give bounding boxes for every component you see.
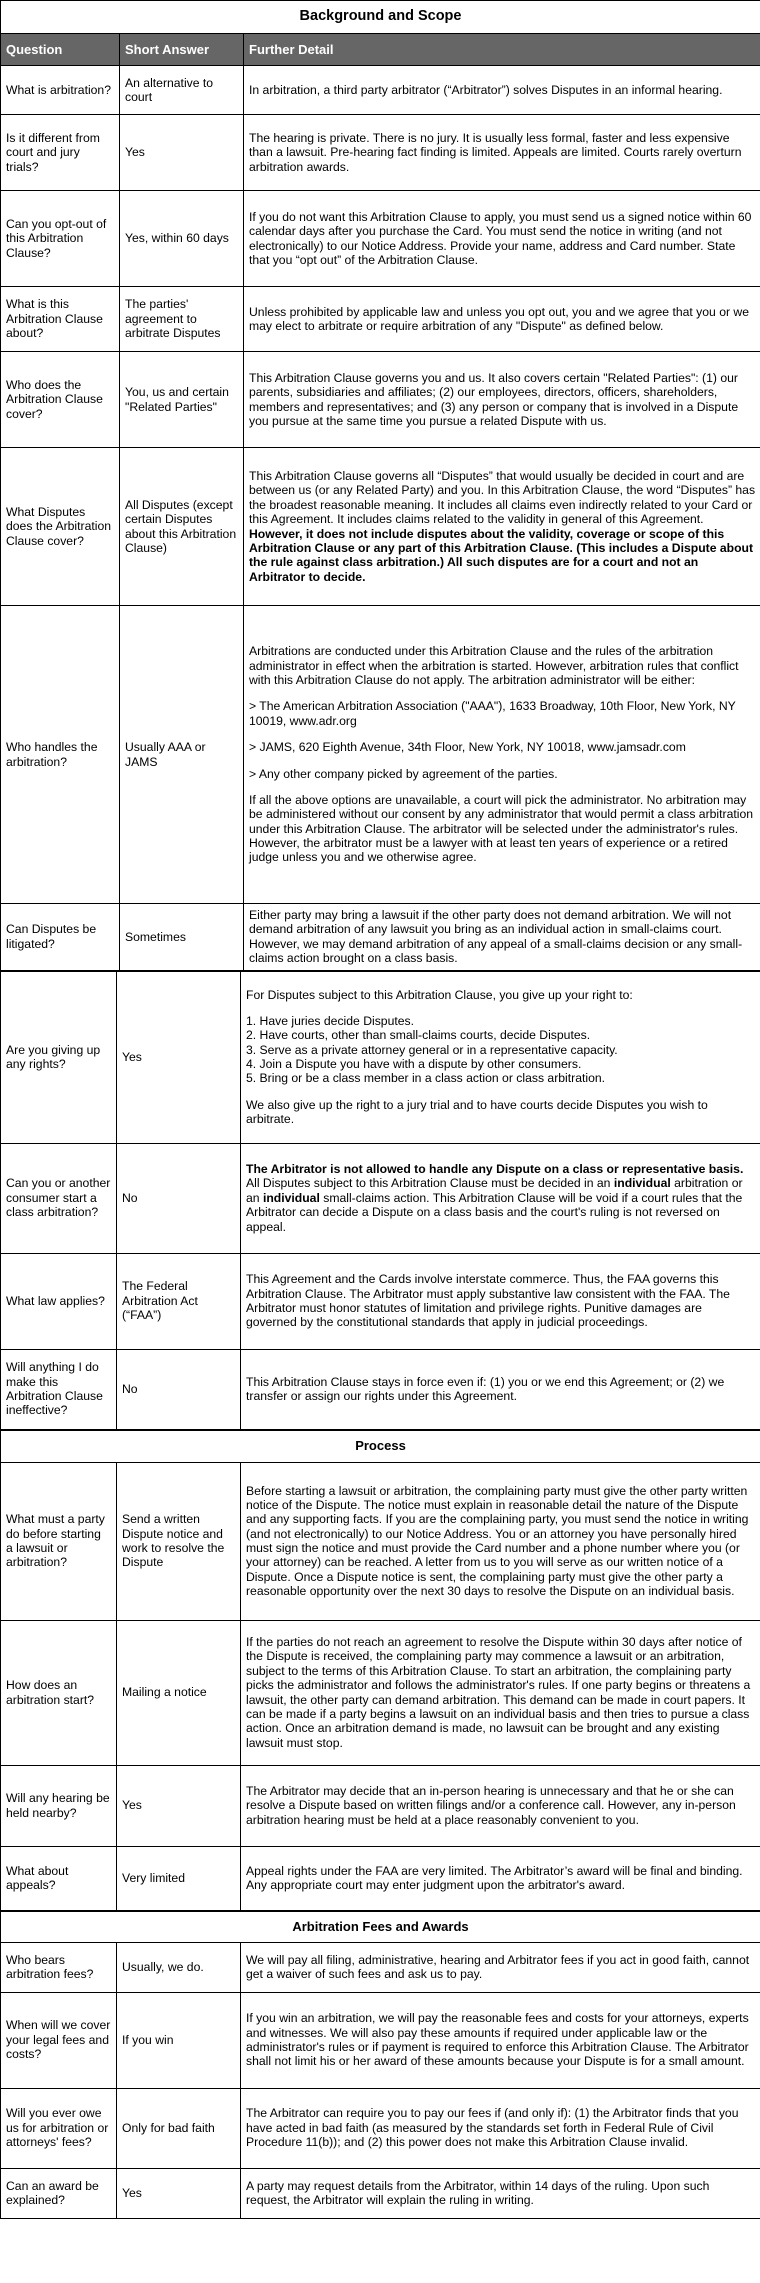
question-cell: What is this Arbitration Clause about?: [1, 287, 120, 352]
list-item: 3. Serve as a private attorney general or in a representative capacity.: [246, 1042, 618, 1057]
detail-paragraph: For Disputes subject to this Arbitration Clause, you give up your right to:: [246, 987, 633, 1002]
detail-paragraph: Arbitrations are conducted under this Arbitration Clause and the rules of the arbitration administrator in effect when the arbitration is started. However, arbitration rules that conflict with this Arbitration Clause do not apply. The arbitration administrator will be either:: [249, 644, 739, 687]
detail-text: All Disputes subject to this Arbitration Clause must be decided in an: [246, 1176, 614, 1191]
short-answer-cell: An alternative to court: [120, 66, 244, 115]
table-row: [1, 1846, 760, 1910]
detail-cell: Before starting a lawsuit or arbitration, the complaining party must give the other party written notice of the Dispute. The notice must explain in reasonable detail the nature of the Dispute and any supporting facts. If you are the complaining party, you must send the notice in writing (and not electronically) to our Notice Address. You or an attorney you have personally hired must sign the notice and must provide the Card number and a phone number where you (or your attorney) can be reached. A letter from us to you will serve as our written notice of a Dispute. Once a Dispute notice is sent, the complaining party must give the other party a reasonable opportunity over the next 30 days to resolve the Dispute on an individual basis.: [241, 1462, 760, 1620]
detail-cell: This Arbitration Clause governs you and us. It also covers certain "Related Parties": (1) our parents, subsidiaries and affiliates; (2) our employees, directors, officers, shareholders, members and representatives; and (3) any person or company that is involved in a Dispute you pursue at the same time you pursue a related Dispute with us.: [244, 352, 760, 448]
table-row: [1, 1349, 760, 1429]
table-row: [1, 1942, 760, 1992]
detail-cell: Appeal rights under the FAA are very limited. The Arbitrator’s award will be final and binding. Any appropriate court may enter judgment upon the arbitrator's award.: [241, 1846, 760, 1910]
rights-list: [246, 1014, 755, 1086]
background-table: [0, 0, 760, 971]
table-row: [1, 191, 760, 287]
detail-cell: In arbitration, a third party arbitrator (“Arbitrator”) solves Disputes in an informal hearing.: [244, 66, 760, 115]
detail-paragraph: > Any other company picked by agreement of the parties.: [249, 766, 558, 781]
short-answer-cell: The parties' agreement to arbitrate Disputes: [120, 287, 244, 352]
detail-bold-text: The Arbitrator is not allowed to handle any Dispute on a class or representative basis.: [246, 1162, 744, 1177]
detail-text: small-claims action. This Arbitration Clause will be void if a court rules that the Arbitrator can decide a Dispute on a class basis and the court's ruling is not reversed on appeal.: [246, 1190, 743, 1234]
question-cell: What about appeals?: [1, 1846, 117, 1910]
short-answer-cell: Yes: [120, 115, 244, 191]
detail-bold-text: individual: [262, 1190, 320, 1205]
question-cell: How does an arbitration start?: [1, 1620, 117, 1765]
short-answer-cell: All Disputes (except certain Disputes about this Arbitration Clause): [120, 448, 244, 606]
short-answer-cell: You, us and certain "Related Parties": [120, 352, 244, 448]
rights-table: [0, 971, 760, 1430]
table-row: [1, 1253, 760, 1349]
detail-cell: The hearing is private. There is no jury. It is usually less formal, faster and less expensive than a lawsuit. Pre-hearing fact finding is limited. Appeals are limited. Courts rarely overturn arbitration awards.: [244, 115, 760, 191]
question-cell: Can an award be explained?: [1, 2168, 117, 2218]
question-cell: What is arbitration?: [1, 66, 120, 115]
question-cell: Are you giving up any rights?: [1, 971, 117, 1143]
short-answer-cell: Usually AAA or JAMS: [120, 606, 244, 904]
question-cell: Who does the Arbitration Clause cover?: [1, 352, 120, 448]
section-title-process: Process: [1, 1430, 760, 1462]
detail-cell: [244, 606, 760, 904]
list-item: 4. Join a Dispute you have with a dispute by other consumers.: [246, 1057, 582, 1072]
header-further-detail: Further Detail: [244, 34, 760, 66]
question-cell: When will we cover your legal fees and costs?: [1, 1992, 117, 2088]
detail-text: This Arbitration Clause governs all “Disputes” that would usually be decided in court and are between us (or any Related Party) and you. In this Arbitration Clause, the word “Disputes” has the broadest reasonable meaning. It includes all claims even indirectly related to your Card or this Agreement. It includes claims related to the validity in general of this Agreement.: [249, 468, 756, 527]
table-row: [1, 1462, 760, 1620]
question-cell: What Disputes does the Arbitration Clause cover?: [1, 448, 120, 606]
short-answer-cell: Yes, within 60 days: [120, 191, 244, 287]
short-answer-cell: Yes: [117, 1765, 241, 1846]
question-cell: Can Disputes be litigated?: [1, 904, 120, 971]
table-row: [1, 606, 760, 904]
list-item: 5. Bring or be a class member in a class action or class arbitration.: [246, 1071, 606, 1086]
short-answer-cell: Yes: [117, 2168, 241, 2218]
short-answer-cell: Very limited: [117, 1846, 241, 1910]
detail-cell: A party may request details from the Arbitrator, within 14 days of the ruling. Upon such request, the Arbitrator will explain the ruling in writing.: [241, 2168, 760, 2218]
short-answer-cell: Only for bad faith: [117, 2088, 241, 2168]
process-table: [0, 1430, 760, 1911]
list-item: 1. Have juries decide Disputes.: [246, 1013, 415, 1028]
table-row: [1, 2088, 760, 2168]
short-answer-cell: Yes: [117, 971, 241, 1143]
question-cell: Will any hearing be held nearby?: [1, 1765, 117, 1846]
detail-bold-text: However, it does not include disputes about the validity, coverage or scope of this Arbitration Clause or any part of this Arbitration Clause. (This includes a Dispute about the rule against class arbitration.) All such disputes are for a court and not an Arbitrator to decide.: [249, 526, 754, 584]
header-short-answer: Short Answer: [120, 34, 244, 66]
header-question: Question: [1, 34, 120, 66]
table-row: [1, 1620, 760, 1765]
detail-cell: This Agreement and the Cards involve interstate commerce. Thus, the FAA governs this Arbitration Clause. The Arbitrator must apply substantive law consistent with the FAA. The Arbitrator must honor statutes of limitation and privilege rights. Punitive damages are governed by the constitutional standards that apply in judicial proceedings.: [241, 1253, 760, 1349]
section-title-background: Background and Scope: [1, 1, 760, 34]
detail-text: arbitration or an: [246, 1176, 743, 1205]
short-answer-cell: Mailing a notice: [117, 1620, 241, 1765]
short-answer-cell: Send a written Dispute notice and work to resolve the Dispute: [117, 1462, 241, 1620]
table-row: [1, 115, 760, 191]
detail-cell: The Arbitrator may decide that an in-person hearing is unnecessary and that he or she can resolve a Dispute based on written filings and/or a conference call. However, any in-person arbitration hearing must be held at a place reasonably convenient to you.: [241, 1765, 760, 1846]
table-row: [1, 1143, 760, 1253]
question-cell: Will anything I do make this Arbitration Clause ineffective?: [1, 1349, 117, 1429]
detail-paragraph: > JAMS, 620 Eighth Avenue, 34th Floor, New York, NY 10018, www.jamsadr.com: [249, 740, 686, 755]
fees-table: [0, 1911, 760, 2219]
detail-bold-text: individual: [613, 1176, 671, 1191]
detail-cell: [244, 448, 760, 606]
short-answer-cell: If you win: [117, 1992, 241, 2088]
detail-cell: If you do not want this Arbitration Clause to apply, you must send us a signed notice within 60 calendar days after you purchase the Card. You must send the notice in writing (and not electronically) to our Notice Address. Provide your name, address and Card number. State that you “opt out” of the Arbitration Clause.: [244, 191, 760, 287]
question-cell: What must a party do before starting a lawsuit or arbitration?: [1, 1462, 117, 1620]
question-cell: Is it different from court and jury trials?: [1, 115, 120, 191]
detail-cell: Either party may bring a lawsuit if the other party does not demand arbitration. We will not demand arbitration of any lawsuit you bring as an individual action in small-claims court. However, we may demand arbitration of any appeal of a small-claims decision or any small-claims action brought on a class basis.: [244, 904, 760, 971]
table-row: [1, 287, 760, 352]
table-row: [1, 1765, 760, 1846]
list-item: 2. Have courts, other than small-claims courts, decide Disputes.: [246, 1028, 591, 1043]
detail-cell: This Arbitration Clause stays in force even if: (1) you or we end this Agreement; or (2) we transfer or assign our rights under this Agreement.: [241, 1349, 760, 1429]
detail-paragraph: We also give up the right to a jury trial and to have courts decide Disputes you wish to arbitrate.: [246, 1097, 708, 1127]
detail-cell: If the parties do not reach an agreement to resolve the Dispute within 30 days after notice of the Dispute is received, the complaining party may commence a lawsuit or an arbitration, subject to the terms of this Arbitration Clause. To start an arbitration, the complaining party picks the administrator and follows the administrator's rules. If one party begins or threatens a lawsuit, the other party can demand arbitration. This demand can be made in court papers. It can be made if a party begins a lawsuit on an individual basis and then tries to pursue a class action. Once an arbitration demand is made, no lawsuit can be brought and any existing lawsuit must stop.: [241, 1620, 760, 1765]
table-row: [1, 904, 760, 971]
question-cell: Who bears arbitration fees?: [1, 1942, 117, 1992]
table-row: [1, 66, 760, 115]
question-cell: Will you ever owe us for arbitration or attorneys' fees?: [1, 2088, 117, 2168]
detail-cell: We will pay all filing, administrative, hearing and Arbitrator fees if you act in good faith, cannot get a waiver of such fees and ask us to pay.: [241, 1942, 760, 1992]
detail-cell: If you win an arbitration, we will pay the reasonable fees and costs for your attorneys, experts and witnesses. We will also pay these amounts if required under applicable law or the administrator's rules or if payment is required to enforce this Arbitration Clause. The Arbitrator shall not limit his or her award of these amounts because your Dispute is for a small amount.: [241, 1992, 760, 2088]
detail-paragraph: If all the above options are unavailable, a court will pick the administrator. No arbitration may be administered without our consent by any administrator that would permit a class arbitration under this Arbitration Clause. The arbitrator will be selected under the administrator's rules. However, the arbitrator must be a lawyer with at least ten years of experience or a retired judge unless you and we otherwise agree.: [249, 792, 754, 865]
detail-cell: [241, 971, 760, 1143]
question-cell: What law applies?: [1, 1253, 117, 1349]
table-row: [1, 2168, 760, 2218]
detail-cell: Unless prohibited by applicable law and unless you opt out, you and we agree that you or we may elect to arbitrate or require arbitration of any "Dispute" as defined below.: [244, 287, 760, 352]
short-answer-cell: Sometimes: [120, 904, 244, 971]
short-answer-cell: No: [117, 1349, 241, 1429]
question-cell: Who handles the arbitration?: [1, 606, 120, 904]
detail-cell: [241, 1143, 760, 1253]
short-answer-cell: No: [117, 1143, 241, 1253]
short-answer-cell: The Federal Arbitration Act (“FAA”): [117, 1253, 241, 1349]
section-title-fees: Arbitration Fees and Awards: [1, 1911, 760, 1942]
question-cell: Can you or another consumer start a class arbitration?: [1, 1143, 117, 1253]
table-row: [1, 1992, 760, 2088]
short-answer-cell: Usually, we do.: [117, 1942, 241, 1992]
question-cell: Can you opt-out of this Arbitration Clause?: [1, 191, 120, 287]
table-row: [1, 448, 760, 606]
table-row: [1, 971, 760, 1143]
detail-paragraph: > The American Arbitration Association ("AAA"), 1633 Broadway, 10th Floor, New York, NY 10019, www.adr.org: [249, 699, 736, 728]
table-row: [1, 352, 760, 448]
detail-cell: The Arbitrator can require you to pay our fees if (and only if): (1) the Arbitrator finds that you have acted in bad faith (as measured by the standards set forth in Federal Rule of Civil Procedure 11(b)); and (2) this power does not make this Arbitration Clause invalid.: [241, 2088, 760, 2168]
